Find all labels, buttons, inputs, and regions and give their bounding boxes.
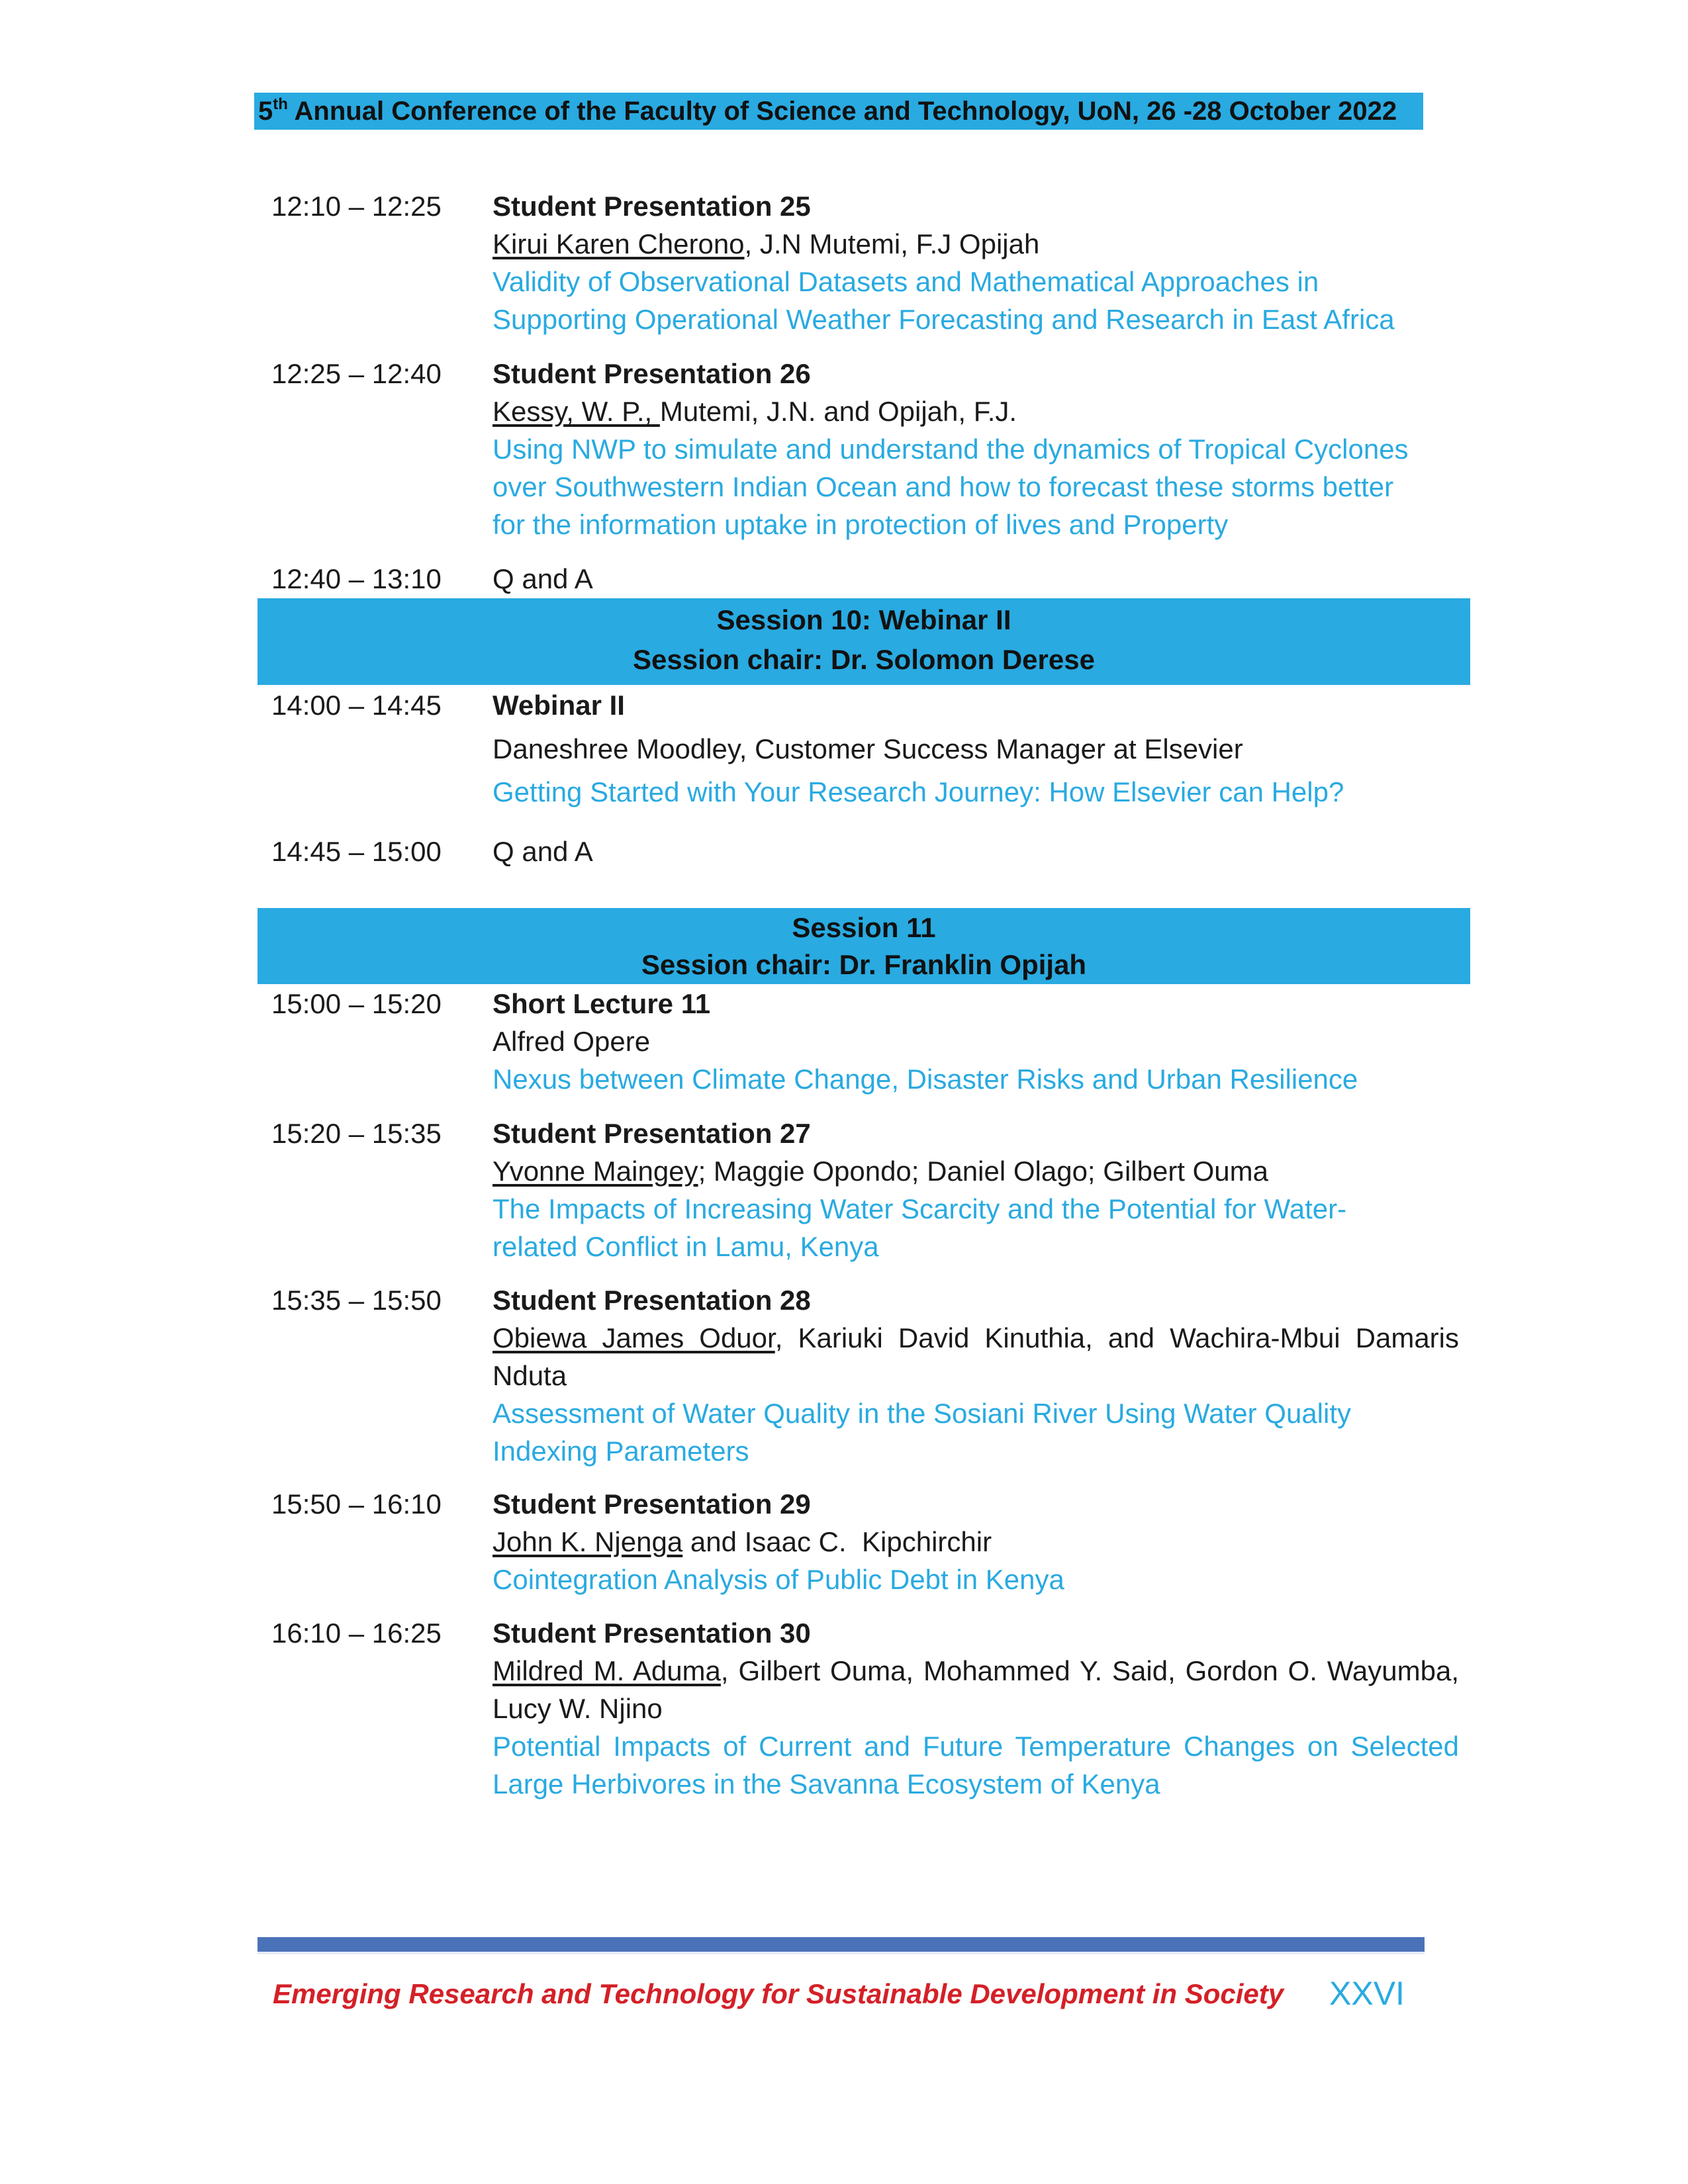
time-slot: 14:00 – 14:45 <box>271 690 442 721</box>
paper-title-line: Indexing Parameters <box>492 1435 749 1467</box>
paper-title-line: The Impacts of Increasing Water Scarcity and the Potential for Water- <box>492 1193 1347 1224</box>
presenting-author: Mildred M. Aduma <box>492 1655 721 1686</box>
paper-title-line: Getting Started with Your Research Journey: How Elsevier can Help? <box>492 776 1344 807</box>
presentation-title: Student Presentation 30 <box>492 1617 811 1649</box>
paper-title-line: Assessment of Water Quality in the Sosiani River Using Water Quality <box>492 1398 1352 1429</box>
speaker: Daneshree Moodley, Customer Success Manager at Elsevier <box>492 733 1243 764</box>
page-number: XXVI <box>1329 1975 1405 2012</box>
footer-divider <box>258 1937 1425 1952</box>
author-list <box>492 1152 1459 1190</box>
presenting-author: Kessy, W. P., <box>492 396 660 427</box>
paper-title-line: Nexus between Climate Change, Disaster Risks and Urban Resilience <box>492 1064 1358 1095</box>
co-authors: Mutemi, J.N. and Opijah, F.J. <box>659 396 1017 427</box>
time-slot: 15:35 – 15:50 <box>271 1285 442 1316</box>
presentation-title: Student Presentation 29 <box>492 1488 811 1520</box>
author-list <box>492 1319 1459 1394</box>
author-list <box>492 392 1459 430</box>
session-chair: Session chair: Dr. Solomon Derese <box>633 644 1095 675</box>
time-slot: 15:20 – 15:35 <box>271 1118 442 1149</box>
footer-tagline: Emerging Research and Technology for Sustainable Development in Society <box>273 1978 1284 2009</box>
time-slot: 16:10 – 16:25 <box>271 1617 442 1649</box>
presenting-author: John K. Njenga <box>492 1526 683 1557</box>
presentation-title: Student Presentation 25 <box>492 191 811 222</box>
author-list <box>492 1652 1459 1727</box>
session-name: Session 10: Webinar II <box>716 604 1011 635</box>
time-slot: 12:40 – 13:10 <box>271 563 442 594</box>
co-authors: and Isaac C. Kipchirchir <box>682 1526 992 1557</box>
session-name: Session 11 <box>792 912 936 943</box>
session-11-banner <box>258 908 1470 984</box>
paper-title-line: for the information uptake in protection of lives and Property <box>492 509 1229 540</box>
paper-title-line: Using NWP to simulate and understand the dynamics of Tropical Cyclones <box>492 433 1409 465</box>
presentation-title: Student Presentation 26 <box>492 358 811 389</box>
paper-title-line: over Southwestern Indian Ocean and how to forecast these storms better <box>492 471 1394 502</box>
presenting-author: Obiewa James Oduor <box>492 1322 775 1353</box>
time-slot: 12:10 – 12:25 <box>271 191 442 222</box>
paper-title-line: Supporting Operational Weather Forecasting and Research in East Africa <box>492 304 1395 335</box>
qa-label: Q and A <box>492 836 593 867</box>
session-chair: Session chair: Dr. Franklin Opijah <box>641 949 1087 980</box>
header-ordinal-suffix: th <box>273 95 288 113</box>
presentation-title: Short Lecture 11 <box>492 988 711 1019</box>
presentation-title: Webinar II <box>492 690 625 721</box>
presenting-author: Kirui Karen Cherono <box>492 228 745 259</box>
presenting-author: Yvonne Maingey <box>492 1156 698 1187</box>
paper-title-line: Potential Impacts of Current and Future Temperature Changes on Selected Large Herbivores in the Savanna Ecosystem of Kenya <box>492 1731 1459 1799</box>
paper-title-line: Cointegration Analysis of Public Debt in Kenya <box>492 1564 1064 1595</box>
time-slot: 12:25 – 12:40 <box>271 358 442 389</box>
session-10-banner <box>258 598 1470 685</box>
presentation-title: Student Presentation 27 <box>492 1118 811 1149</box>
co-authors: , Kariuki David Kinuthia, and Wachira-Mbui Damaris Nduta <box>492 1322 1459 1391</box>
co-authors: , Gilbert Ouma, Mohammed Y. Said, Gordon O. Wayumba, Lucy W. Njino <box>492 1655 1459 1724</box>
speaker: Alfred Opere <box>492 1026 651 1057</box>
co-authors: , J.N Mutemi, F.J Opijah <box>744 228 1040 259</box>
header-title: Annual Conference of the Faculty of Science and Technology, UoN, 26 -28 October 2022 <box>287 97 1397 126</box>
author-list <box>492 225 1459 263</box>
paper-title-line: related Conflict in Lamu, Kenya <box>492 1231 879 1262</box>
time-slot: 14:45 – 15:00 <box>271 836 442 867</box>
time-slot: 15:50 – 16:10 <box>271 1488 442 1520</box>
author-list <box>492 1523 1459 1561</box>
qa-label: Q and A <box>492 563 593 594</box>
paper-title-line: Validity of Observational Datasets and Mathematical Approaches in <box>492 266 1319 297</box>
time-slot: 15:00 – 15:20 <box>271 988 442 1019</box>
presentation-title: Student Presentation 28 <box>492 1285 811 1316</box>
header-ordinal: 5 <box>258 97 273 126</box>
co-authors: ; Maggie Opondo; Daniel Olago; Gilbert Ouma <box>698 1156 1269 1187</box>
conference-header <box>254 93 1423 130</box>
